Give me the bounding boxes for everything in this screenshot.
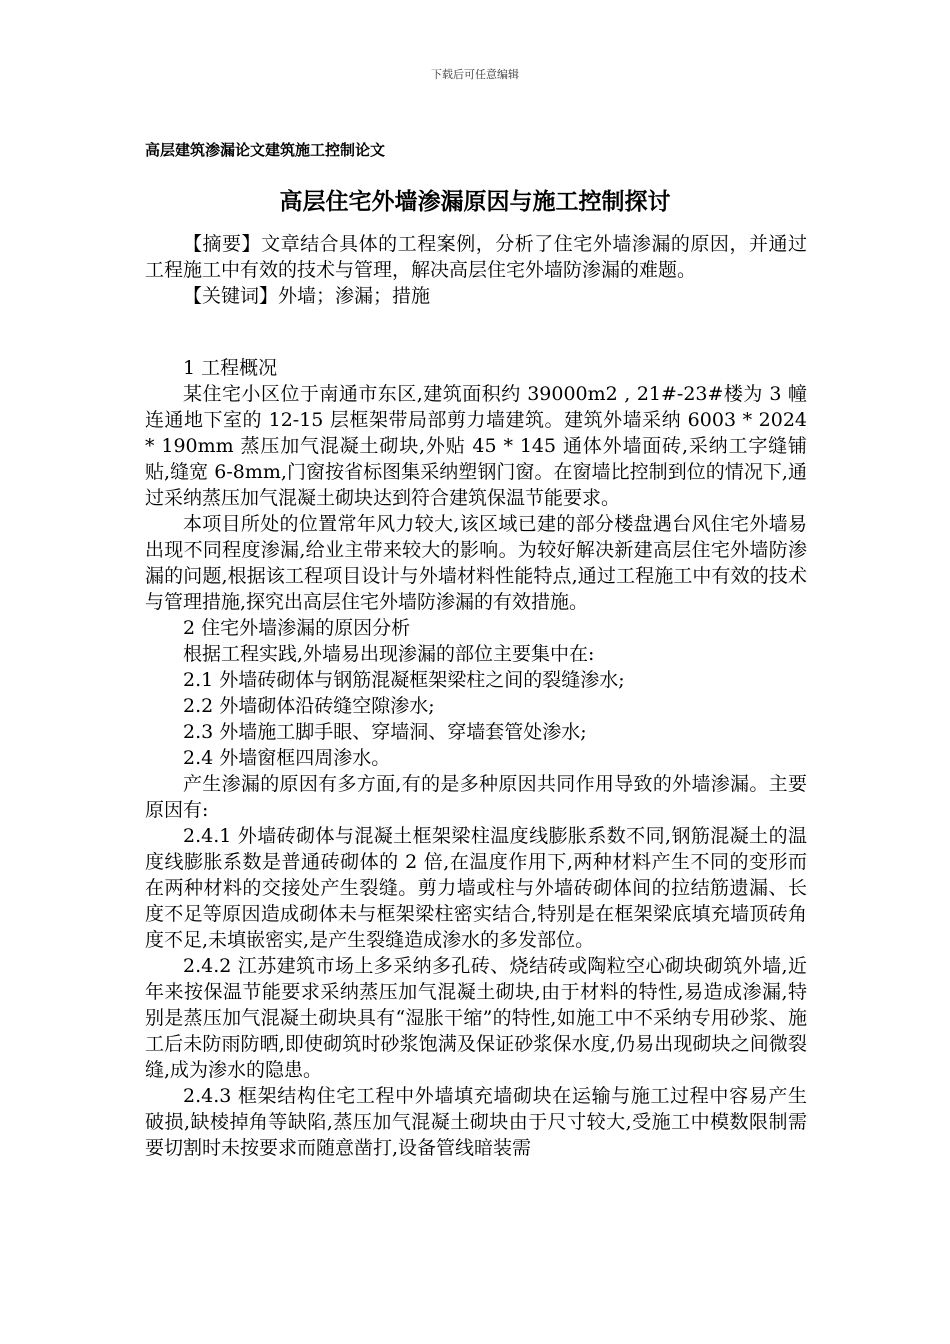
list-item: 2.3 外墙施工脚手眼、穿墙洞、穿墙套管处渗水; bbox=[183, 721, 587, 743]
list-item: 2.1 外墙砖砌体与钢筋混凝框架梁柱之间的裂缝渗水; bbox=[183, 669, 625, 691]
document-category-label: 高层建筑渗漏论文建筑施工控制论文 bbox=[145, 141, 386, 159]
body-paragraph: 2.4.1 外墙砖砌体与混凝土框架梁柱温度线膨胀系数不同,钢筋混凝土的温度线膨胀系数是普通砖砌体的 2 倍,在温度作用下,两种材料产生不同的变形而在两种材料的交接处产生裂缝。剪力墙或柱与外墙砖砌体间的拉结筋遗漏、长度不足等原因造成砌体未与框架梁柱密实结合,特别是在框架梁底填充墙顶砖角度不足,未填嵌密实,是产生裂缝造成渗水的多发部位。 bbox=[145, 825, 807, 951]
header-note: 下载后可任意编辑 bbox=[431, 68, 519, 81]
abstract-paragraph: 【摘要】文章结合具体的工程案例，分析了住宅外墙渗漏的原因，并通过工程施工中有效的技术与管理，解决高层住宅外墙防渗漏的难题。 bbox=[145, 233, 807, 281]
body-paragraph: 2.4.2 江苏建筑市场上多采纳多孔砖、烧结砖或陶粒空心砌块砌筑外墙,近年来按保温节能要求采纳蒸压加气混凝土砌块,由于材料的特性,易造成渗漏,特别是蒸压加气混凝土砌块具有“湿胀干缩”的特性,如施工中不采纳专用砂浆、施工后未防雨防晒,即使砌筑时砂浆饱满及保证砂浆保水度,仍易出现砌块之间微裂缝,成为渗水的隐患。 bbox=[145, 955, 807, 1081]
body-paragraph: 本项目所处的位置常年风力较大,该区域已建的部分楼盘遇台风住宅外墙易出现不同程度渗漏,给业主带来较大的影响。为较好解决新建高层住宅外墙防渗漏的问题,根据该工程项目设计与外墙材料性能特点,通过工程施工中有效的技术与管理措施,探究出高层住宅外墙防渗漏的有效措施。 bbox=[145, 513, 807, 613]
body-paragraph: 2.4.3 框架结构住宅工程中外墙填充墙砌块在运输与施工过程中容易产生破损,缺棱掉角等缺陷,蒸压加气混凝土砌块由于尺寸较大,受施工中模数限制需要切割时未按要求而随意凿打,设备管线暗装需 bbox=[145, 1085, 807, 1159]
page-title: 高层住宅外墙渗漏原因与施工控制探讨 bbox=[279, 189, 671, 215]
body-paragraph: 根据工程实践,外墙易出现渗漏的部位主要集中在: bbox=[183, 643, 595, 665]
main-body bbox=[145, 355, 807, 1161]
keywords-paragraph: 【关键词】外墙；渗漏；措施 bbox=[183, 285, 431, 307]
section-heading: 2 住宅外墙渗漏的原因分析 bbox=[183, 617, 411, 639]
body-paragraph: 某住宅小区位于南通市东区,建筑面积约 39000m2 , 21#-23#楼为 3 幢连通地下室的 12-15 层框架带局部剪力墙建筑。建筑外墙采纳 6003 * 2024 * 190mm 蒸压加气混凝土砌块,外贴 45 * 145 通体外墙面砖,采纳工字缝铺贴,缝宽 6-8mm,门窗按省标图集采纳塑钢门窗。在窗墙比控制到位的情况下,通过采纳蒸压加气混凝土砌块达到符合建筑保温节能要求。 bbox=[145, 383, 807, 509]
section-heading: 1 工程概况 bbox=[183, 357, 278, 379]
body-paragraph: 产生渗漏的原因有多方面,有的是多种原因共同作用导致的外墙渗漏。主要原因有: bbox=[145, 773, 807, 821]
list-item: 2.4 外墙窗框四周渗水。 bbox=[183, 747, 391, 769]
abstract-section bbox=[145, 231, 807, 309]
list-item: 2.2 外墙砌体沿砖缝空隙渗水; bbox=[183, 695, 435, 717]
